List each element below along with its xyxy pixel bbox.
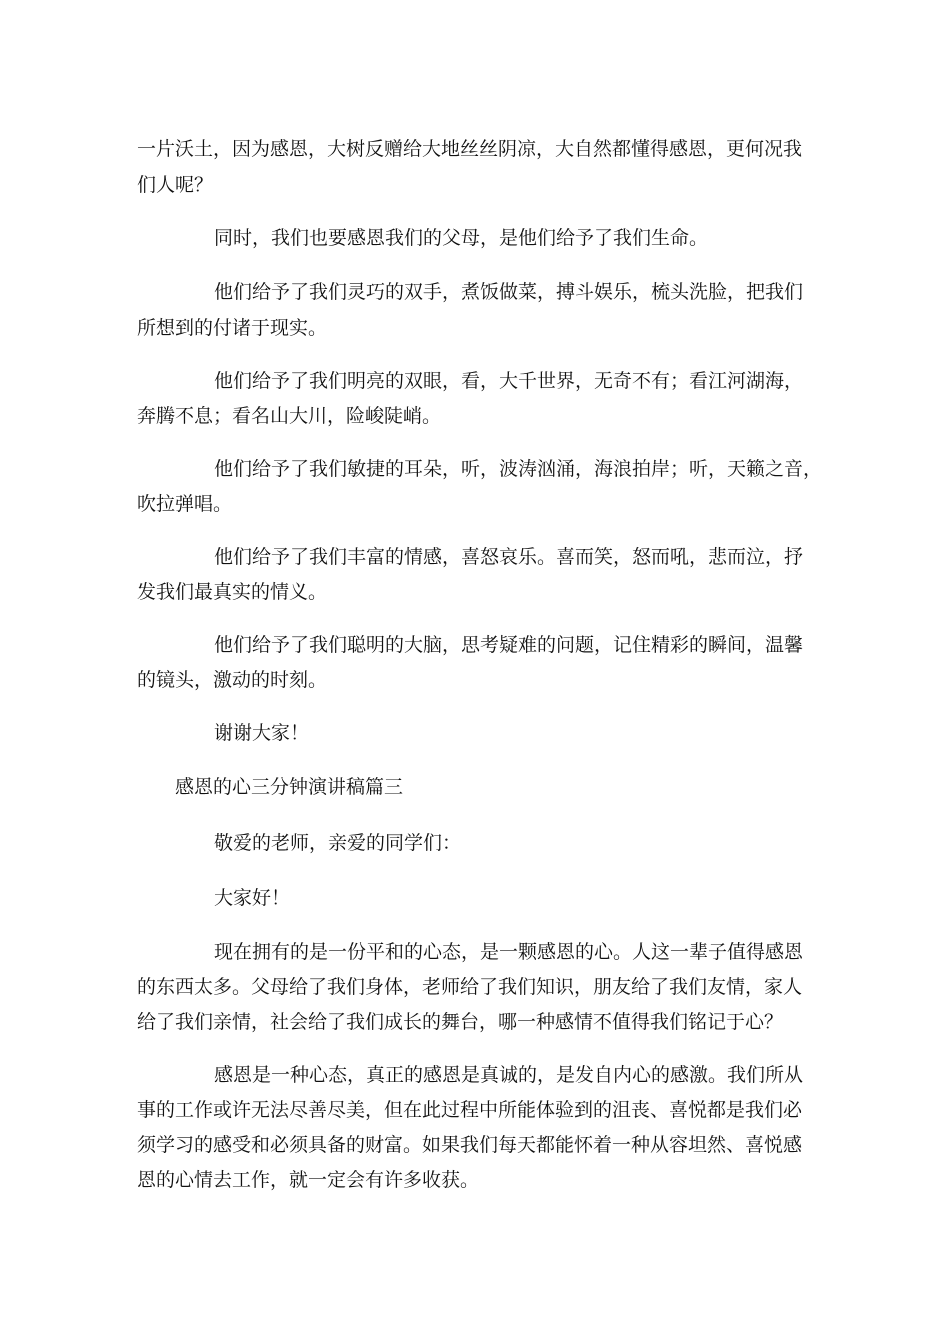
text-line: 须学习的感受和必须具备的财富。如果我们每天都能怀着一种从容坦然、喜悦感 bbox=[137, 1134, 803, 1156]
text-line: 大家好！ bbox=[214, 887, 291, 909]
text-line: 恩的心情去工作，就一定会有许多收获。 bbox=[137, 1169, 480, 1191]
text-line: 事的工作或许无法尽善尽美，但在此过程中所能体验到的沮丧、喜悦都是我们必 bbox=[137, 1099, 803, 1121]
text-line: 所想到的付诸于现实。 bbox=[137, 317, 328, 339]
text-line: 他们给予了我们敏捷的耳朵，听，波涛汹涌，海浪拍岸；听，天籁之音， bbox=[214, 458, 823, 480]
text-line: 敬爱的老师，亲爱的同学们： bbox=[214, 832, 462, 854]
text-line: 的镜头，激动的时刻。 bbox=[137, 669, 328, 691]
text-line: 现在拥有的是一份平和的心态，是一颗感恩的心。人这一辈子值得感恩 bbox=[214, 941, 804, 963]
text-line: 他们给予了我们丰富的情感，喜怒哀乐。喜而笑，怒而吼，悲而泣，抒 bbox=[214, 546, 804, 568]
text-line: 一片沃土，因为感恩，大树反赠给大地丝丝阴凉，大自然都懂得感恩，更何况我 bbox=[137, 138, 803, 160]
text-line: 们人呢？ bbox=[137, 174, 214, 196]
section-heading: 感恩的心三分钟演讲稿篇三 bbox=[175, 776, 404, 798]
text-line: 谢谢大家！ bbox=[214, 722, 310, 744]
text-line: 他们给予了我们聪明的大脑，思考疑难的问题，记住精彩的瞬间，温馨 bbox=[214, 634, 804, 656]
text-line: 给了我们亲情，社会给了我们成长的舞台，哪一种感情不值得我们铭记于心？ bbox=[137, 1011, 784, 1033]
text-line: 同时，我们也要感恩我们的父母，是他们给予了我们生命。 bbox=[214, 227, 709, 249]
text-line: 吹拉弹唱。 bbox=[137, 493, 233, 515]
text-line: 感恩是一种心态，真正的感恩是真诚的，是发自内心的感激。我们所从 bbox=[214, 1064, 804, 1086]
text-line: 奔腾不息；看名山大川，险峻陡峭。 bbox=[137, 405, 442, 427]
text-line: 他们给予了我们明亮的双眼，看，大千世界，无奇不有；看江河湖海， bbox=[214, 370, 804, 392]
text-line: 他们给予了我们灵巧的双手，煮饭做菜，搏斗娱乐，梳头洗脸，把我们 bbox=[214, 281, 804, 303]
text-line: 的东西太多。父母给了我们身体，老师给了我们知识，朋友给了我们友情，家人 bbox=[137, 976, 803, 998]
text-line: 发我们最真实的情义。 bbox=[137, 581, 328, 603]
